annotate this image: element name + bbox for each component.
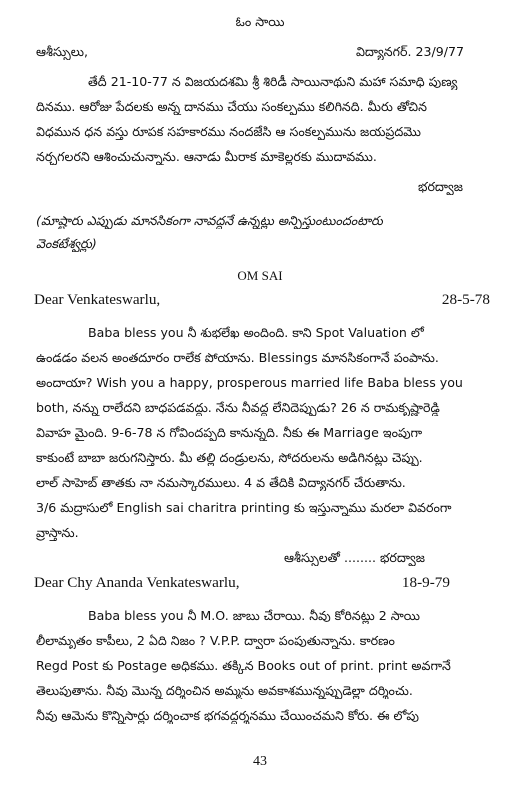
letter2-date: 28-5-78 <box>441 292 490 308</box>
om-sai-header-english: OM SAI <box>237 268 283 283</box>
letter1-body-line: నర్చగలరని ఆశించుచున్నాను. ఆనాడు మీరాక మాకెల్లరకు ముదావము. <box>36 149 377 164</box>
letter1-body-line: విధమున ధన వస్తు రూపక సహకారము నందజేసి ఆ సంకల్పమును జయప్రదమొ <box>36 124 421 139</box>
letter2-body-line: లాల్ సాహెబ్ తాతకు నా నమస్కారములు. 4 వ తేదికి విద్యానగర్ చేరుతాను. <box>36 475 406 490</box>
letter1-body-line: దినము. ఆరోజు పేదలకు అన్న దానము చేయు సంకల్పము కలిగినది. మీరు తోచిన <box>36 99 427 114</box>
letter1-note-line: వెంకటేశ్వర్లు) <box>36 236 97 251</box>
letter3-salutation-row <box>0 575 520 595</box>
letter2-body-line: కాకుంటే బాబా జరుగనిస్తారు. మీ తల్లి దండ్రులను, సోదరులను అడిగినట్లు చెప్పు. <box>36 450 423 465</box>
letter2-body-line: ఉండడం వలన అంతదూరం రాలేక పోయాను. Blessings మానసికంగానే పంపాను. <box>36 350 439 365</box>
letter2-signature: ఆశీస్సులతో ........ భరద్వాజ <box>284 550 425 565</box>
letter3-date: 18-9-79 <box>401 575 450 591</box>
letter2-body-line: వ్రాస్తాను. <box>36 525 79 540</box>
letter1-place-date: విద్యానగర్. 23/9/77 <box>355 44 464 59</box>
letter3-body-line: Baba bless you నీ M.O. జాబు చేరాయి. నీవు కోరినట్లు 2 సాయి <box>88 608 420 623</box>
letter1-body-line: తేదీ 21-10-77 న విజయదశమి శ్రీ శిరిడీ సాయినాథుని మహా సమాధి పుణ్య <box>88 74 458 89</box>
letter1-salutation: ఆశీస్సులు, <box>36 44 89 59</box>
letter1-signature: భరద్వాజ <box>418 179 463 194</box>
letter3-body-line: తెలుపుతాను. నీవు మొన్న దర్శించిన అమ్మను అవకాశమున్నప్పుడెల్లా దర్శించు. <box>36 683 413 698</box>
letter3-body-line: నీవు ఆమెను కొన్నిసార్లు దర్శించాక భగవద్దర్శనము చేయించమని కోరు. ఈ లోపు <box>36 708 419 723</box>
letter3-salutation: Dear Chy Ananda Venkateswarlu, <box>34 575 240 591</box>
letter1-salutation-row <box>0 44 520 60</box>
letter2-body-line: అందాయా? Wish you a happy, prosperous married life Baba bless you <box>36 375 463 390</box>
letter2-body-line: both, నన్ను రాలేదని బాధపడవద్దు. నేను నీవద్ద లేనిదెప్పుడు? 26 న రామకృష్ణారెడ్డి <box>36 400 440 415</box>
letter2-body-line: వివాహ మైంది. 9-6-78 న గోవిందప్పది కానున్నది. నీకు ఈ Marriage ఇంపుగా <box>36 425 423 440</box>
page-number: 43 <box>253 754 267 769</box>
letter2-salutation-row <box>0 292 520 312</box>
letter2-body-line: Baba bless you నీ శుభలేఖ అందింది. కాని Spot Valuation లో <box>88 325 424 340</box>
letter3-body-line: లీలామృతం కాపీలు, 2 ఏది నిజం ? V.P.P. ద్వారా పంపుతున్నాను. కారణం <box>36 633 395 648</box>
om-sai-header-telugu: ఓం సాయి <box>235 14 285 29</box>
letter1-note-line: (మాష్టారు ఎప్పుడు మానసికంగా నావద్దనే ఉన్నట్లు అన్పిస్తుంటుందంటారు <box>36 213 383 228</box>
letter2-body-line: 3/6 మద్రాసులో English sai charitra printing కు ఇస్తున్నాము మరలా వివరంగా <box>36 500 452 515</box>
letter3-body-line: Regd Post కు Postage అధికము. తక్కిన Books out of print. print అవగానే <box>36 658 451 673</box>
letter2-salutation: Dear Venkateswarlu, <box>34 292 161 308</box>
